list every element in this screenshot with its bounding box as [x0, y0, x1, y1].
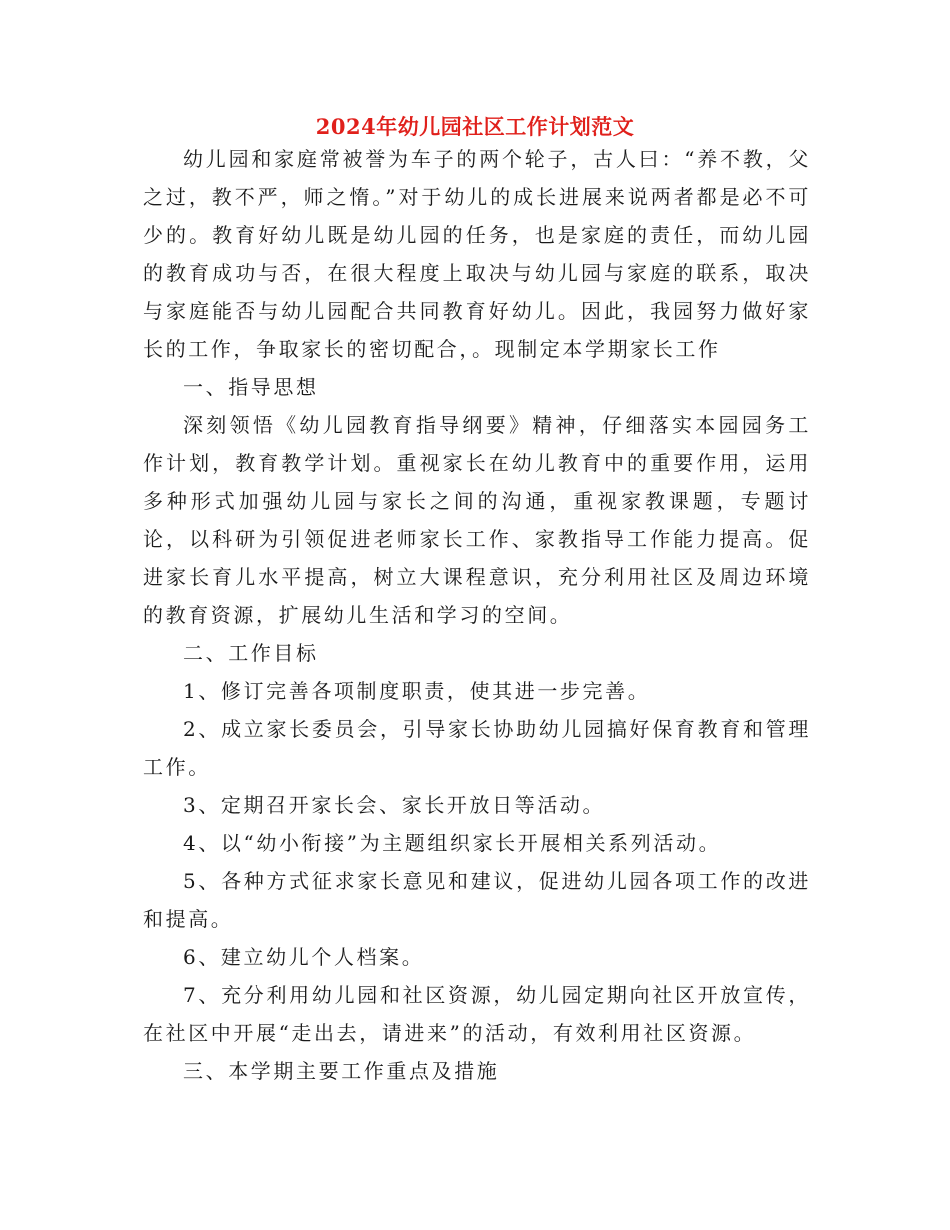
paragraph-guiding-thought: 深刻领悟《幼儿园教育指导纲要》精神，仔细落实本园园务工作计划，教育教学计划。重视家长在幼儿教育中的重要作用，运用多种形式加强幼儿园与家长之间的沟通，重视家教课题，专题讨论，以科研为引领促进老师家长工作、家教指导工作能力提高。促进家长育儿水平提高，树立大课程意识，充分利用社区及周边环境的教育资源，扩展幼儿生活和学习的空间。	[143, 413, 811, 627]
goal-item-3: 3、定期召开家长会、家长开放日等活动。	[183, 793, 606, 817]
goal-item-6: 6、建立幼儿个人档案。	[183, 945, 425, 969]
document-body	[143, 140, 811, 1090]
section-heading-work-goals: 二、工作目标	[183, 641, 319, 665]
goal-item-2: 2、成立家长委员会，引导家长协助幼儿园搞好保育教育和管理工作。	[143, 717, 811, 779]
goal-item-5: 5、各种方式征求家长意见和建议，促进幼儿园各项工作的改进和提高。	[143, 869, 811, 931]
goal-item-7: 7、充分利用幼儿园和社区资源，幼儿园定期向社区开放宣传，在社区中开展“走出去，请进来”的活动，有效利用社区资源。	[143, 983, 811, 1045]
goal-item-4: 4、以“幼小衔接”为主题组织家长开展相关系列活动。	[183, 831, 722, 855]
section-heading-guiding-thought: 一、指导思想	[183, 375, 319, 399]
section-heading-key-work: 三、本学期主要工作重点及措施	[183, 1059, 500, 1083]
document-title: 2024年幼儿园社区工作计划范文	[315, 114, 635, 139]
goal-item-1: 1、修订完善各项制度职责，使其进一步完善。	[183, 679, 651, 703]
paragraph-intro: 幼儿园和家庭常被誉为车子的两个轮子，古人曰：“养不教，父之过，教不严，师之惰。”对于幼儿的成长进展来说两者都是必不可少的。教育好幼儿既是幼儿园的任务，也是家庭的责任，而幼儿园的教育成功与否，在很大程度上取决与幼儿园与家庭的联系，取决与家庭能否与幼儿园配合共同教育好幼儿。因此，我园努力做好家长的工作，争取家长的密切配合，。现制定本学期家长工作	[143, 147, 811, 361]
